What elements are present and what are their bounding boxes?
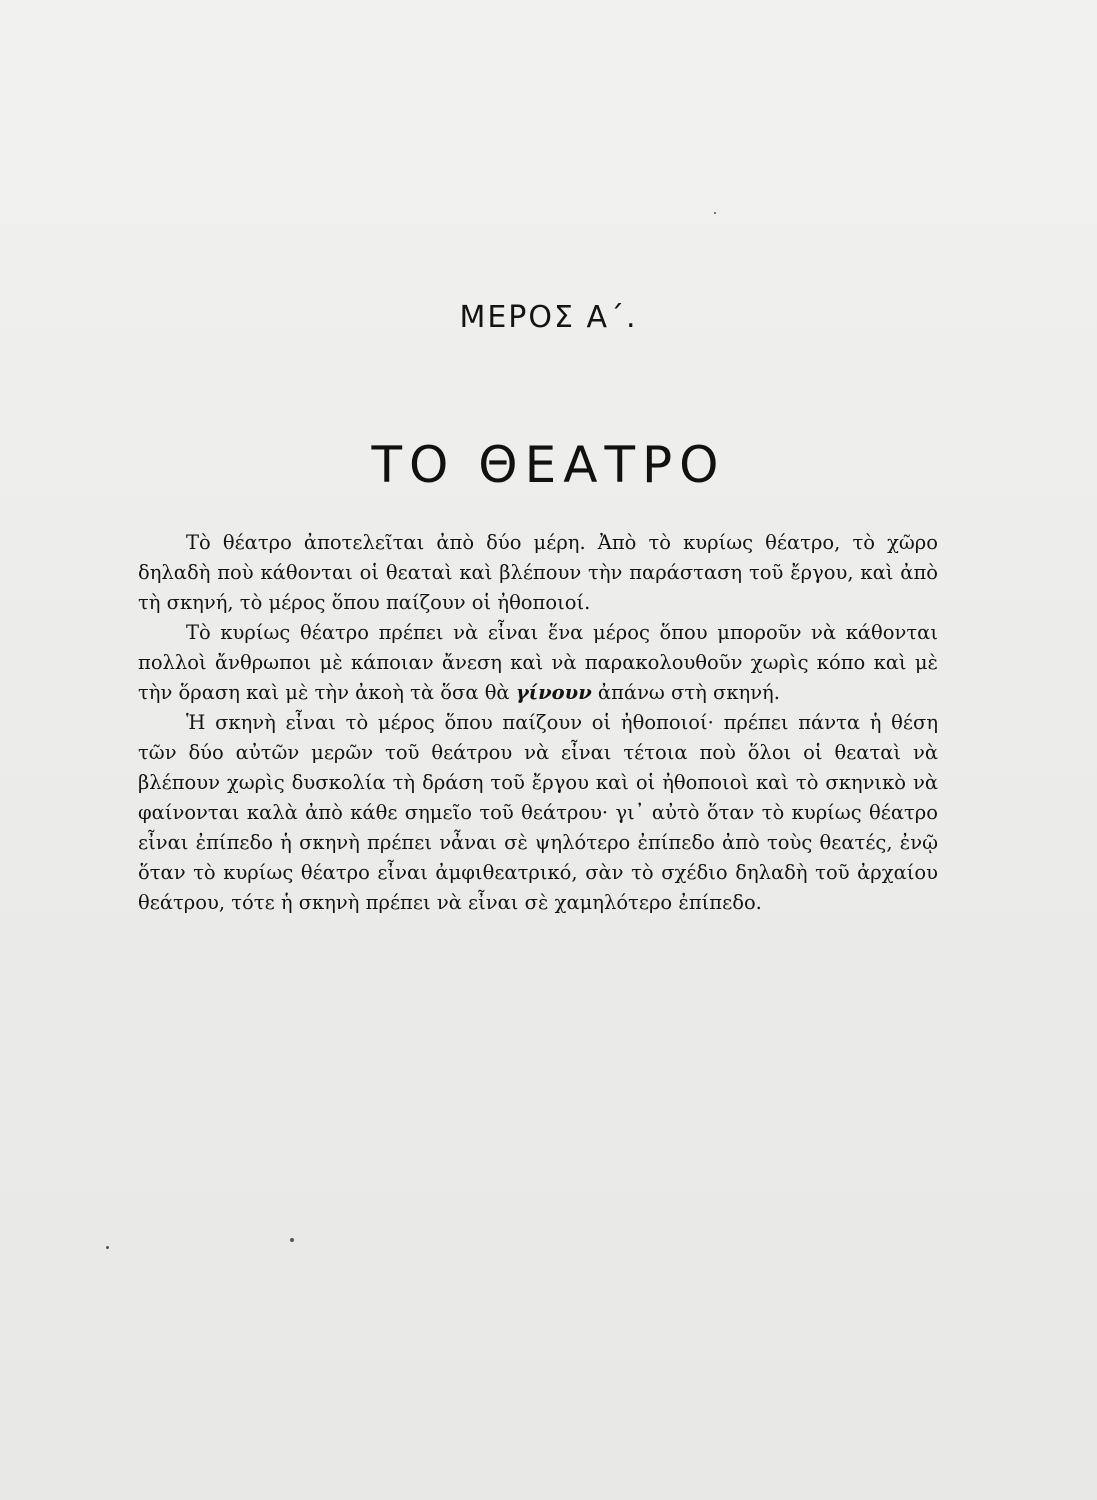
print-speck: [290, 1238, 294, 1242]
paragraph-3: Ἡ σκηνὴ εἶναι τὸ μέρος ὅπου παίζουν οἱ ἠθοποιοί· πρέπει πάντα ἡ θέση τῶν δύο αὐτῶν μερῶν τοῦ θεάτρου νὰ εἶναι τέτοια ποὺ ὅλοι οἱ θεαταὶ νὰ βλέπουν χωρὶς δυσκολία τὴ δράση τοῦ ἔργου καὶ οἱ ἠθοποιοὶ καὶ τὸ σκηνικὸ νὰ φαίνονται καλὰ ἀπὸ κάθε σημεῖο τοῦ θεάτρου· γι᾿ αὐτὸ ὅταν τὸ κυρίως θέατρο εἶναι ἐπίπεδο ἡ σκηνὴ πρέπει νἆναι σὲ ψηλότερο ἐπίπεδο ἀπὸ τοὺς θεατές, ἐνῷ ὅταν τὸ κυρίως θέατρο εἶναι ἀμφιθεατρικό, σὰν τὸ σχέδιο δηλαδὴ τοῦ ἀρχαίου θεάτρου, τότε ἡ σκηνὴ πρέπει νὰ εἶναι σὲ χαμηλότερο ἐπίπεδο.: [138, 711, 938, 914]
body-text: [138, 528, 938, 918]
paragraph-2-tail: ἀπάνω στὴ σκηνή.: [597, 681, 780, 704]
print-speck: [714, 212, 716, 214]
paragraph-2-emphasis: γίνουν: [515, 681, 592, 704]
paragraph-2-text: Τὸ κυρίως θέατρο πρέπει νὰ εἶναι ἕνα μέρος ὅπου μποροῦν νὰ κάθονται πολλοὶ ἄνθρωποι μὲ κάποιαν ἄνεση καὶ νὰ παρακολουθοῦν χωρὶς κόπο καὶ μὲ τὴν ὅραση καὶ μὲ τὴν ἀκοὴ τὰ ὅσα θὰ: [138, 621, 938, 704]
paragraph-1: Τὸ θέατρο ἀποτελεῖται ἀπὸ δύο μέρη. Ἀπὸ τὸ κυρίως θέατρο, τὸ χῶρο δηλαδὴ ποὺ κάθονται οἱ θεαταὶ καὶ βλέπουν τὴν παράσταση τοῦ ἔργου, καὶ ἀπὸ τὴ σκηνή, τὸ μέρος ὅπου παίζουν οἱ ἠθοποιοί.: [138, 531, 938, 614]
part-heading: ΜΕΡΟΣ Α΄.: [459, 300, 638, 335]
paragraph-2: [138, 618, 938, 708]
chapter-title: ΤΟ ΘΕΑΤΡΟ: [371, 435, 726, 494]
print-speck: [106, 1246, 109, 1249]
